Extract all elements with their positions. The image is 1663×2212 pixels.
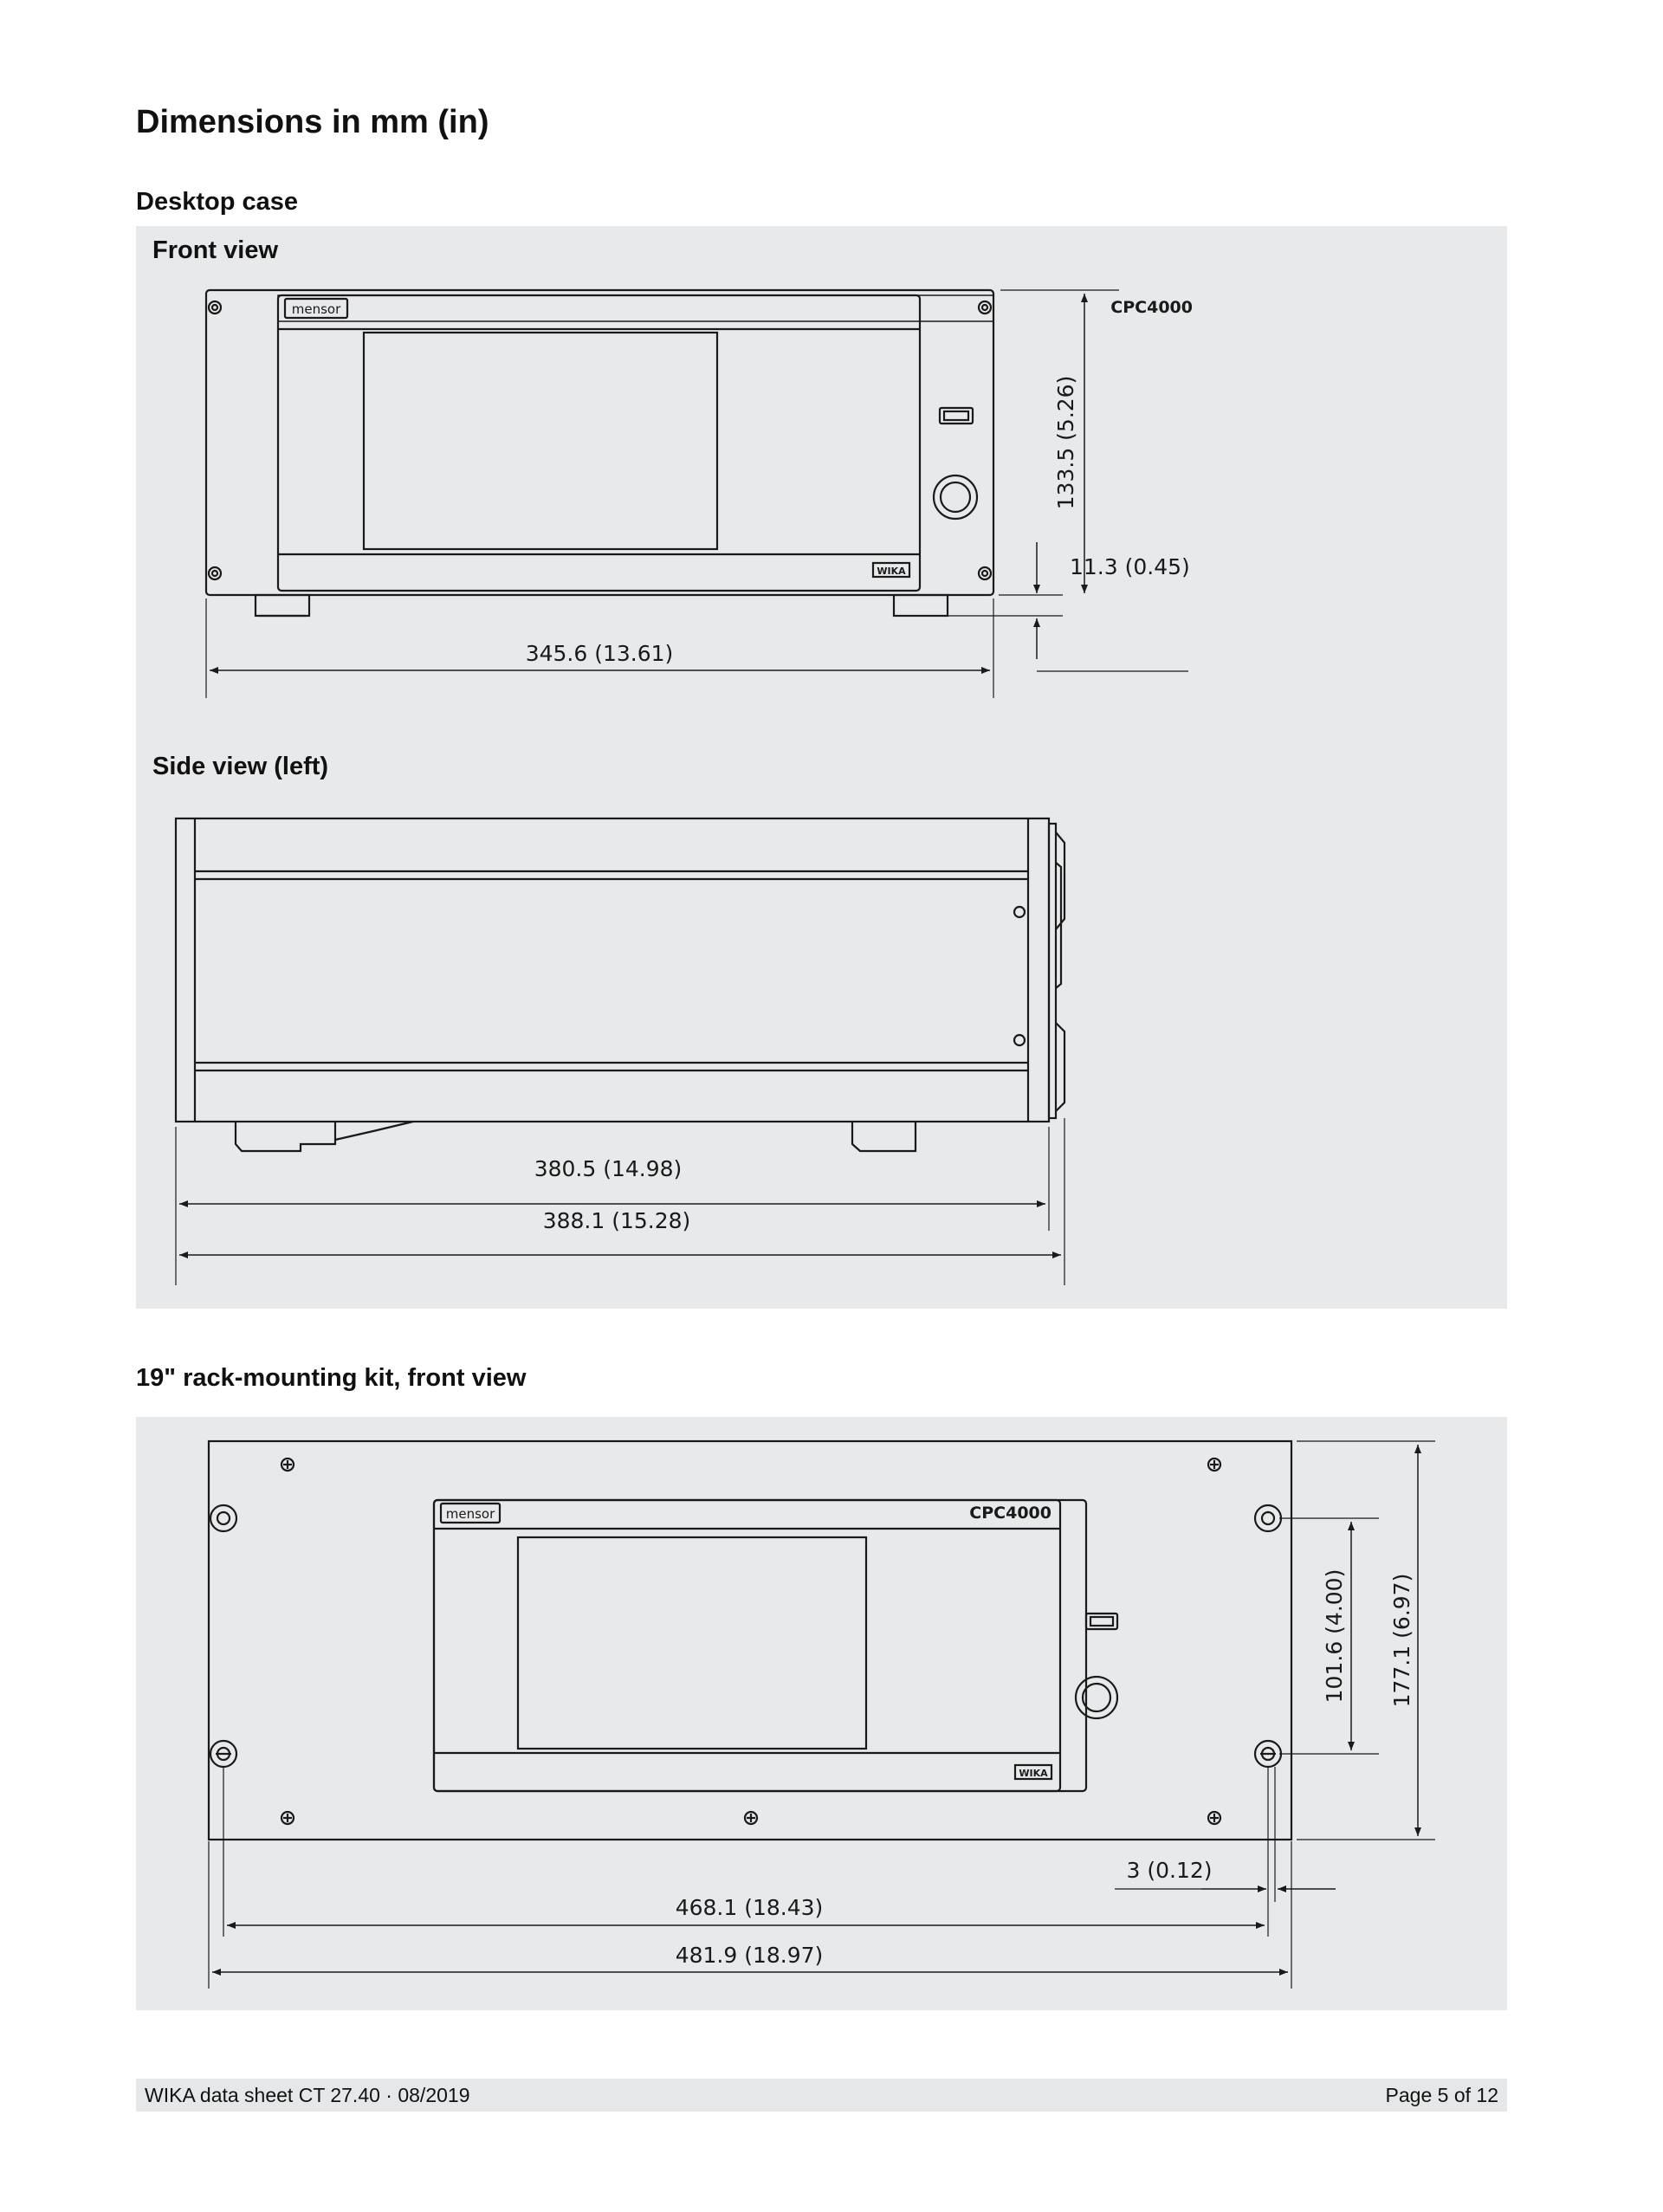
desktop-case-drawing [136,226,1507,1309]
display-screen [364,333,717,549]
rack-instrument [434,1500,1086,1791]
rack-brand-label: mensor [445,1506,495,1522]
dim-front-height: 133.5 (5.26) [1053,375,1078,510]
front-brand-label: mensor [291,301,341,317]
dim-front-width: 345.6 (13.61) [525,641,674,666]
dim-rack-hole-spacing: 468.1 (18.43) [675,1895,824,1920]
footer-page-number: Page 5 of 12 [1385,2084,1498,2106]
front-model-label: CPC4000 [1110,298,1193,317]
rack-heading: 19" rack-mounting kit, front view [136,1364,527,1392]
dim-rack-outer-height: 177.1 (6.97) [1389,1573,1414,1708]
dim-front-feet: 11.3 (0.45) [1070,554,1190,579]
front-view-label: Front view [152,236,279,264]
footer-left: WIKA data sheet CT 27.40 · 08/2019 [145,2084,470,2106]
dim-rack-total-width: 481.9 (18.97) [675,1943,824,1968]
rack-model-label: CPC4000 [969,1504,1052,1523]
dim-side-body: 380.5 (14.98) [534,1156,683,1181]
desktop-case-heading: Desktop case [136,188,298,216]
side-case-outline [176,818,1049,1122]
desktop-case-panel [136,226,1507,1309]
page-title: Dimensions in mm (in) [136,104,489,140]
side-view-label: Side view (left) [152,753,329,780]
rack-drawing [136,1417,1507,2010]
rack-maker-label: WIKA [1019,1768,1048,1779]
rack-panel [136,1417,1507,2010]
dim-rack-inner-height: 101.6 (4.00) [1322,1568,1347,1704]
rack-display-screen [518,1537,866,1749]
dim-rack-offset: 3 (0.12) [1126,1858,1213,1883]
footer [136,2079,1507,2112]
front-maker-label: WIKA [877,566,906,577]
front-panel [278,295,920,591]
dim-side-total: 388.1 (15.28) [542,1208,691,1233]
